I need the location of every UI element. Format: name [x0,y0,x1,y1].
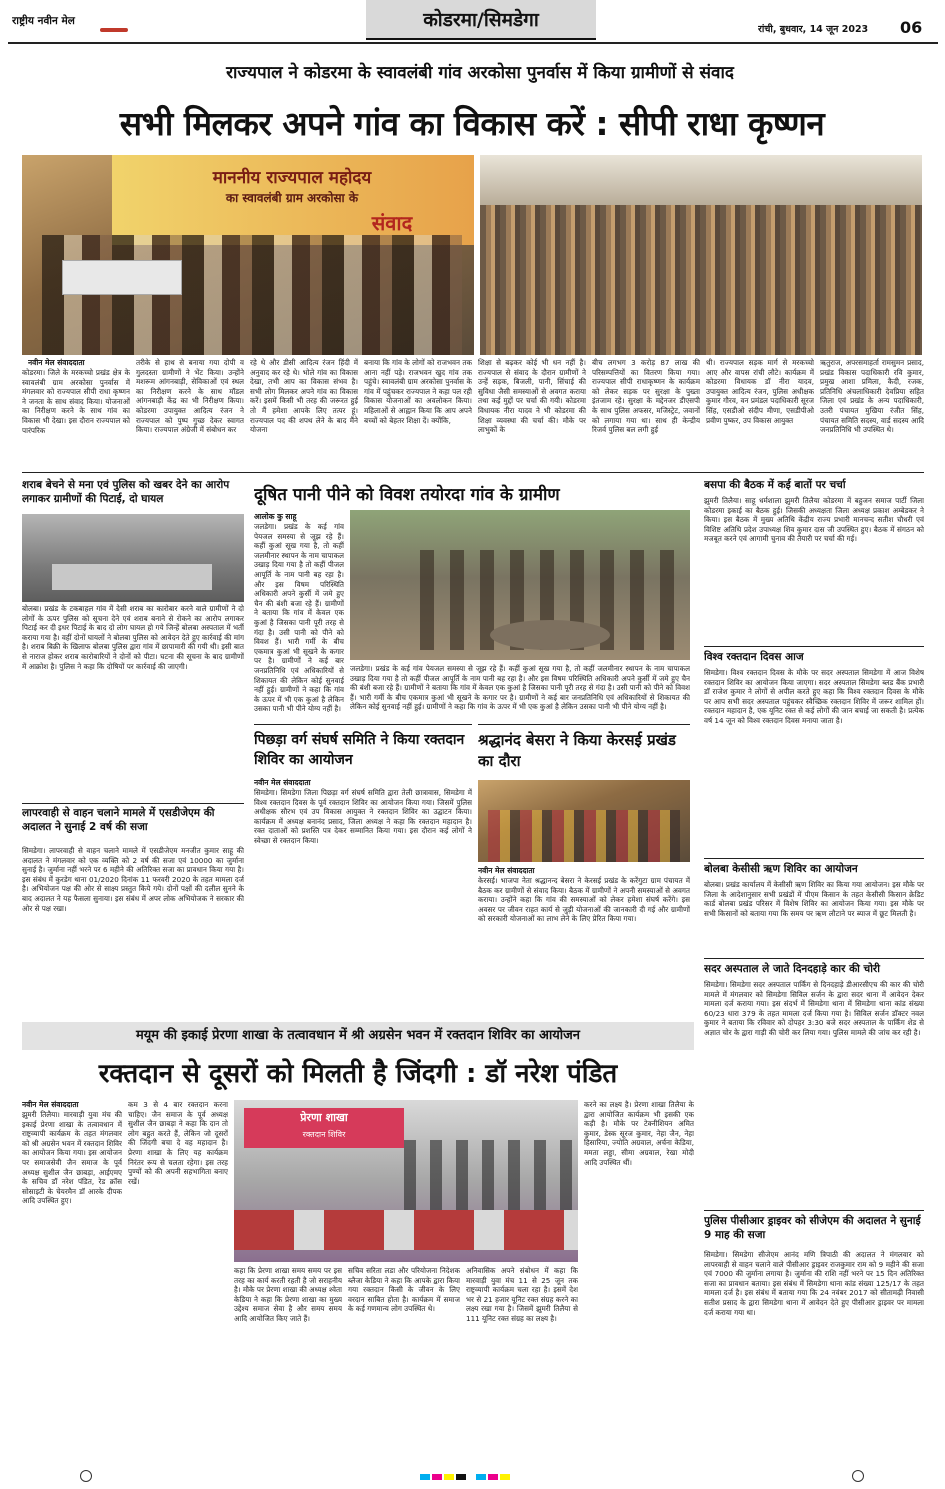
bloodcamp-body: सिमडेगा। सिमडेगा जिला पिछड़ा वर्ग संघर्ष समिति द्वारा तेली छात्रावास, सिमडेगा में विश्व रक्तदान दिवस के पूर्व रक्तदान शिविर का आयोजन किया गया। जिसमें पुलिस अधीक्षक सौरभ एवं उप विकास आयुक्त ने रक्तदान शिविर का उद्घाटन किया। कार्यक्रम में अध्यक्ष बनानंद प्रसाद, जिला अध्यक्ष ने कहा कि रक्तदान महादान है। रक्त दाताओं को प्रशस्ति पत्र देकर सम्मानित किया गया। इस दौरान कई लोगों ने स्वेच्छा से रक्तदान किया। [254,788,472,845]
bloodcamp-byline: नवीन मेल संवाददाता [254,778,311,787]
bottom-banner [244,1108,404,1148]
color-swatch-cyan-2 [476,1474,486,1480]
bottom-col-4: सचिव सरिता लडा और परियोजना निदेशक ब्लैजा केडिया ने कहा कि आपके द्वारा किया गया रक्तदान किसी के जीवन के लिए वरदान साबित होता है। कार्यक्रम में समाज के कई गणमान्य लोग उपस्थित थे। [348,1266,460,1314]
theft-body: सिमडेगा। सिमडेगा सदर अस्पताल पार्किंग से दिनदहाड़े डीआरसीएच की कार की चोरी मामले में मंगलवार को सिमडेगा सिविल सर्जन के द्वारा सदर थाना में आवेदन देकर मामला दर्ज कराया गया। इस संदर्भ में सिमडेगा थाना में सिमडेगा थाना कांड संख्या 60/23 धारा 379 के तहत मामला दर्ज किया गया है। सिविल सर्जन डॉक्टर नवल कुमार ने बताया कि रविवार को दोपहर 3:30 बजे सदर अस्पताल के पार्किंग शेड से अज्ञात चोर के द्वारा गाड़ी की चोरी कर लिया गया। पुलिस मामले की जांच कर रही है। [704,980,924,1037]
lead-col-1: कोडरमा। जिले के मरकच्चो प्रखंड क्षेत्र के स्वावलंबी ग्राम अरकोसा पुनर्वास में मंगलवार को राज्यपाल सीपी राधा कृष्णन ने जनता के साथ संवाद किया। योजनाओं का निरीक्षण करने के साथ गांव का विकास भी देखा। इस दौरान राज्यपाल को पारंपरिक [22,368,130,435]
masthead-rule [8,42,938,44]
registration-mark-right [852,1470,864,1482]
water-byline: आलोक कु साहू [254,512,297,521]
water-body-col1: जलडेगा। प्रखंड के कई गांव पेयजल समस्या से जूझ रहे हैं। कहीं कुआं सूख गया है, तो कहीं जलमीनार स्थापन के नाम चापाकल उखाड़ दिया गया है तो कहीं पीजल आपूर्ति के नाम पानी बह रहा है। और इस विषम परिस्थिति अधिकारी अपने कुर्सी में जमे हुए चैन की बंशी बजा रहे हैं। ग्रामीणों ने बताया कि गांव में केवल एक कुआं है जिसका पानी पूरी तरह से गंदा है। उसी पानी को पीने को विवश हैं। भारी गर्मी के बीच एकमात्र कुआं भी सूखने के कगार पर है। ग्रामीणों ने कई बार जनप्रतिनिधि एवं अधिकारियों से शिकायत की लेकिन कोई सुनवाई नहीं हुई। ग्रामीणों ने कहा कि गांव के ऊपर में भी एक कुआं है लेकिन उसका पानी भी पीने योग्य नहीं है। [254,522,344,714]
masthead [0,0,945,44]
lead-col-8: ऋतुराज, अपरसमाहर्ता रामसुमन प्रसाद, प्रखंड विकास पदाधिकारी रवि कुमार, प्रमुख आशा प्रमिला, कैदी, रजक, प्रतिनिधि अंचलाधिकारी देवप्रिया सहित जिला एवं प्रखंड के अन्य पदाधिकारी, उतरी पंचायत मुखिया रंजीत सिंह, पंचायत समिति सदस्य, वार्ड सदस्य आदि जनप्रतिनिधि भी उपस्थित थे। [820,358,924,435]
donor-beds [234,1210,578,1250]
liquor-body: बोलबा। प्रखंड के टकबाहल गांव में देसी शराब का कारोबार करने वाले ग्रामीणों ने दो लोगों के ऊपर पुलिस को सूचना देने एवं शराब बनाने से रोकने का आरोप लगाकर पिटाई कर दी इधर पिटाई के बाद दो लोग घायल हो गये जिन्हें बोलबा अस्पताल में भर्ती कराया गया है। वहीं दोनों घायलों ने बोलबा पुलिस को आवेदन देते हुए कार्रवाई की मांग है। शराब बिक्री के खिलाफ बोलबा पुलिस द्वारा गांव में छापामारी की गयी थी। इसी बात से नाराज होकर शराब कारोबारियों ने दोनों को पीटा। घटना की सूचना के बाद ग्रामीणों में आक्रोश है। पुलिस ने कहा कि दोषियों पर कार्रवाई की जाएगी। [22,604,244,671]
bottom-col-2: कम 3 से 4 बार रक्तदान करना चाहिए। जैन समाज के पूर्व अध्यक्ष सुशील जैन छाबड़ा ने कहा कि दान तो लोग बहुत करते हैं, लेकिन जो दूसरों की जिंदगी बचा दे वह महादान है। प्रेरणा शाखा के लिए यह कार्यक्रम निरंतर रूप से चलता रहेगा। इस तरह पुण्यों को की अपनी सहभागिता बनाए रखें। [128,1100,228,1186]
color-swatch-magenta-2 [488,1474,498,1480]
pocso-top-rule [704,1210,924,1211]
kcc-top-rule [704,858,924,859]
bsp-body: झुमरी तिलैया। साहू धर्मशाला झुमरी तिलैया कोडरमा में बहुजन समाज पार्टी जिला कोडरमा इकाई का बैठक हुई। जिसकी अध्यक्षता जिला अध्यक्ष प्रकाश अम्बेडकर ने किया। इस बैठक में मुख्य अतिथि केंद्रीय राज्य प्रभारी मानचन्द सतीश चौधरी एवं विशिष्ट अतिथि प्रदेश उपाध्यक्ष शिव कुमार दास जी उपस्थित हुए। बैठक में संगठन को मजबूत करने एवं आगामी चुनाव की तैयारी पर चर्चा की गई। [704,496,924,544]
color-swatch-cyan [420,1474,430,1480]
water-body-continued: जलडेगा। प्रखंड के कई गांव पेयजल समस्या से जूझ रहे हैं। कहीं कुआं सूख गया है, तो कहीं जलमीनार स्थापन के नाम चापाकल उखाड़ दिया गया है तो कहीं पीजल आपूर्ति के नाम पानी बह रहा है। और इस विषम परिस्थिति अधिकारी अपने कुर्सी में जमे हुए चैन की बंशी बजा रहे हैं। ग्रामीणों ने बताया कि गांव में केवल एक कुआं है जिसका पानी पूरी तरह से गंदा है। उसी पानी को पीने को विवश हैं। भारी गर्मी के बीच एकमात्र कुआं भी सूखने के कगार पर है। ग्रामीणों ने कई बार जनप्रतिनिधि एवं अधिकारियों से शिकायत की लेकिन कोई सुनवाई नहीं हुई। ग्रामीणों ने कहा कि गांव के ऊपर में भी एक कुआं है लेकिन उसका पानी भी पीने योग्य नहीं है। [350,664,690,712]
lead-bottom-rule [22,472,924,473]
lead-col-2: तरीके से हाथ से बनाया गया दोपी व गुलदस्ता ग्रामीणों ने भेंट किया। उन्होंने मशरूम आंगनबाड़ी, सेविकाओं एवं स्थल का निरीक्षण करने के साथ मॉडल आंगनबाड़ी केंद्र का भी निरीक्षण किया। कोडरमा उपायुक्त आदित्य रंजन ने राज्यपाल को पुष्प गुच्छ देकर स्वागत किया। राज्यपाल अंग्रेजी में संबोधन कर [136,358,244,435]
bottom-col-1: झुमरी तिलैया। मारवाड़ी युवा मंच की इकाई प्रेरणा शाखा के तत्वावधान में राष्ट्रव्यापी कार्यक्रम के तहत मंगलवार को श्री अग्रसेन भवन में रक्तदान शिविर का आयोजन किया गया। इस आयोजन पर समाजसेवी जैन समाज के पूर्व अध्यक्ष सुशील जैन छाबड़ा, आईएमए के सचिव डॉ नरेश पंडित, रेड क्रॉस सोसाइटी के चेयरमैन डॉ आरके दीपक आदि उपस्थित हुए। [22,1110,122,1206]
bottom-banner-text: प्रेरणा शाखा [300,1111,348,1124]
bottom-col-5: अनिवासिक अपने संबोधन में कहा कि मारवाड़ी युवा मंच 11 से 25 जून तक राष्ट्रव्यापी कार्यक्रम चला रहा है। इसमें देश भर से 21 हजार यूनिट रक्त संग्रह करने का लक्ष्य रखा गया है। जिसमें झुमरी तिलैया से 111 यूनिट रक्त संग्रह का लक्ष्य है। [466,1266,578,1323]
liquor-headline: शराब बेचने से मना एवं पुलिस को खबर देने का आरोप लगाकर ग्रामीणों की पिटाई, दो घायल [22,479,230,505]
lead-col-3: रहे थे और डीसी आदित्य रंजन हिंदी में अनुवाद कर रहे थे। भोले गांव का विकास देखा, तभी आप का विकास संभव है। सभी लोग मिलकर अपने गांव का विकास करें। इसमें किसी भी तरह की जरूरत हुई तो मैं हमेशा आपके लिए तत्पर हूं। राज्यपाल पद की शपथ लेने के बाद मैंने योजना [250,358,358,435]
bottom-headline: रक्तदान से दूसरों को मिलती है जिंदगी : डॉ नरेश पंडित [98,1059,618,1089]
besra-byline: नवीन मेल संवाददाता [478,866,535,875]
registration-mark-left [80,1470,92,1482]
lead-headline: सभी मिलकर अपने गांव का विकास करें : सीपी राधा कृष्णन [119,104,825,143]
bottom-kicker: मयूम की इकाई प्रेरणा शाखा के तत्वावधान में श्री अग्रसेन भवन में रक्तदान शिविर का आयोजन [135,1028,581,1043]
bloodday-body: सिमडेगा। विश्व रक्तदान दिवस के मौके पर सदर अस्पताल सिमडेगा में आज विशेष रक्तदान शिविर का आयोजन किया जाएगा। सदर अस्पताल सिमडेगा ब्लड बैंक प्रभारी डॉ राजेश कुमार ने लोगों से अपील करते हुए कहा कि विश्व रक्तदान दिवस के मौके पर आप सभी सदर अस्पताल पहुंचकर स्वैच्छिक रक्तदान शिविर में जरूर शामिल हों। रक्तदान महादान है, एक यूनिट रक्त से कई लोगों की जान बचाई जा सकती है। प्रत्येक वर्ष 14 जून को विश्व रक्तदान दिवस मनाया जाता है। [704,668,924,725]
tent-canopy [480,155,922,205]
besra-group [488,810,680,862]
theft-headline: सदर अस्पताल ले जाते दिनदहाड़े कार की चोरी [704,963,880,975]
water-photo-well [350,510,690,660]
dateline: रांची, बुधवार, 14 जून 2023 [758,24,869,35]
bsp-headline: बसपा की बैठक में कई बातों पर चर्चा [704,479,846,491]
well-rim [490,620,610,650]
page-number: 06 [900,18,923,37]
besra-body: केरसई। भाजपा नेता श्रद्धानन्द बेसरा ने केरसई प्रखंड के करेंगुटा ग्राम पंचायत में बैठक कर ग्रामीणों से संवाद किया। बैठक में ग्रामीणों ने अपनी समस्याओं से अवगत कराया। उन्होंने कहा कि गांव की समस्याओं को लेकर हमेशा संघर्ष करेंगे। इस अवसर पर जीवन राहत कार्य से जुड़ी योजनाओं की जानकारी दी गई और ग्रामीणों को सरकारी योजनाओं का लाभ लेने के लिए प्रेरित किया गया। [478,876,690,924]
besra-photo-meeting [478,780,690,862]
banner-text-2: का स्वावलंबी ग्राम अरकोसा के [225,191,359,205]
bloodday-headline: विश्व रक्तदान दिवस आज [704,651,804,663]
sentence-top-rule [22,803,244,804]
banner-text-1: माननीय राज्यपाल महोदय [212,168,372,188]
dignitaries-figures [42,235,462,355]
kcc-headline: बोलबा केसीसी ऋण शिविर का आयोजन [704,863,858,875]
lead-kicker: राज्यपाल ने कोडरमा के स्वावलंबी गांव अरकोसा पुनर्वास में किया ग्रामीणों से संवाद [226,63,734,83]
banner-text-3: संवाद [371,211,413,235]
bottom-kicker-band [22,1022,694,1050]
bottom-photo-donation [234,1100,578,1262]
volunteers-standing [404,1140,574,1210]
besra-headline: श्रद्धानंद बेसरा ने किया केरसई प्रखंड का दौरा [478,731,676,770]
sentence-body: सिमडेगा। लापरवाही से वाहन चलाने मामले में एसडीजेएम मनजीत कुमार साहू की अदालत ने मंगलवार को एक व्यक्ति को 2 वर्ष की सजा एवं 10000 का जुर्माना सुनाई है। जुर्माना नहीं भरने पर 6 महीने की अतिरिक्त सजा का प्रावधान किया गया है। इस संबंध में कुरडेग थाना 01/2020 दिनांक 11 फरवरी 2020 के तहत मामला दर्ज है। अभियोजन पक्ष की ओर से साक्ष्य प्रस्तुत किये गये। दोनों पक्षों की दलील सुनने के बाद अदालत ने यह फैसला सुनाया। इस संबंध में अपर लोक अभियोजक ने सरकार की ओर से पक्ष रखा। [22,846,244,913]
hospital-bed [52,564,212,590]
water-headline: दूषित पानी पीने को विवश तयोरदा गांव के ग्रामीण [254,485,560,505]
color-swatch-yellow [444,1474,454,1480]
bloodcamp-headline: पिछड़ा वर्ग संघर्ष समिति ने किया रक्तदान शिविर का आयोजन [254,732,465,768]
section-name: कोडरमा/सिमडेगा [423,9,539,31]
bottom-col-6: करने का लक्ष्य है। प्रेरणा शाखा तिलैया के द्वारा आयोजित कार्यक्रम भी इसकी एक कड़ी है। मौके पर टेक्नीशियन अमित कुमार, डेस्क सूरज कुमार, नेहा जैन, नेहा हिसारिया, ज्योति अग्रवाल, अर्चना केडिया, ममता लड्डा, सीमा अग्रवाल, रेखा मोदी आदि उपस्थित थीं। [584,1100,694,1167]
bottom-byline: नवीन मेल संवाददाता [22,1100,79,1109]
lead-photo-governor [22,155,474,355]
lead-byline: नवीन मेल संवाददाता [28,358,85,367]
color-swatch-magenta [432,1474,442,1480]
kcc-body: बोलबा। प्रखंड कार्यालय में केसीसी ऋण शिविर का किया गया आयोजन। इस मौके पर जिला के आदेशानुसार सभी प्रखंडों में पीएम किसान के तहत केसीसी किसान क्रेडिट कार्ड बोलबा प्रखंड परिसर में विशेष शिविर का आयोजन किया गया। इस मौके पर सभी किसानों को बताया गया कि समय पर ऋण लौटाने पर ब्याज में छूट मिलती है। [704,880,924,918]
lead-col-4: बनाया कि गांव के लोगों को राजभवन तक आना नहीं पड़े। राजभवन खुद गांव तक पहुंचे। स्वावलंबी ग्राम अरकोसा पुनर्वास के गांव में पहुंचकर राज्यपाल ने कहा पल रही विकास योजनाओं का अवलोकन किया। महिलाओं से आह्वान किया कि आप अपने बच्चों को बेहतर शिक्षा दें। क्योंकि, [364,358,472,425]
cheque-board [62,260,182,295]
section-tab [366,0,596,40]
lead-col-6: बीच लगभग 3 करोड़ 87 लाख की परिसम्पत्तियों का वितरण किया गया। राज्यपाल सीपी राधाकृष्णन के कार्यक्रम को लेकर सड़क पर सुरक्षा के पुख्ता इंतजाम रहे। सुरक्षा के मद्देनजर डीएसपी के साथ पुलिस अफसर, मजिस्ट्रेट, जवानों को लगाया गया था। साथ ही केन्द्रीय रिजर्व पुलिस बल लगी हुई [592,358,700,435]
lead-col-7: थी। राज्यपाल सड़क मार्ग से मरकच्चो आए और वापस रांची लौटे। कार्यक्रम में कोडरमा विधायक डॉ नीरा यादव, उपायुक्त आदित्य रंजन, पुलिस अधीक्षक कुमार गौरव, वन प्रमंडल पदाधिकारी सूरज सिंह, एसडीओ संदीप मीणा, एसडीपीओ प्रवीण पुष्कर, उप विकास आयुक्त [706,358,814,425]
pocso-body: सिमडेगा। सिमडेगा सीजेएम आनंद मणि त्रिपाठी की अदालत ने मंगलवार को लापरवाही से वाहन चलाने वाले पीसीआर ड्राइवर राजकुमार राम को 9 महीने की सजा एवं 7000 की जुर्माना लगाया है। जुर्माना की राशि नहीं भरने पर 15 दिन अतिरिक्त सजा का प्रावधान बताया। इस संबंध में सिमडेगा थाना कांड संख्या 125/17 के तहत मामला दर्ज है। इस संबंध में बताया गया कि 24 नवंबर 2017 को सीतामढ़ी निवासी सतीश प्रसाद के द्वारा सिमडेगा थाना में आवेदन देते हुए पीसीआर ड्राइवर पर मामला दर्ज कराया गया था। [704,1250,924,1317]
water-body-col2 [350,664,690,720]
lead-col-5: शिक्षा से बढ़कर कोई भी धन नहीं है। राज्यपाल से संवाद के दौरान ग्रामीणों ने उन्हें सड़क, बिजली, पानी, सिंचाई की सुविधा जैसी समस्याओं से अवगत कराया तथा कई मुद्दों पर चर्चा की गयी। कोडरमा विधायक नीरा यादव ने भी कोडरमा की शिक्षा व्यवस्था की चर्चा की। मौके पर लाभुकों के [478,358,586,435]
bottom-col-3: कहा कि प्रेरणा शाखा समय समय पर इस तरह का कार्य करती रहती है जो सराहनीय है। मौके पर प्रेरणा शाखा की अध्यक्ष श्वेता केडिया ने कहा कि प्रेरणा शाखा का मुख्य उद्देश्य समाज सेवा है और समय समय आदि आयोजित किए जाते हैं। [234,1266,342,1323]
liquor-photo-injured [22,514,244,602]
besra-top-rule [478,724,690,725]
bloodcamp-top-rule [254,724,472,725]
lead-photo-crowd [480,155,922,355]
sentence-headline: लापरवाही से वाहन चलाने मामले में एसडीजेएम की अदालत ने सुनाई 2 वर्ष की सजा [22,807,215,833]
pocso-headline: पुलिस पीसीआर ड्राइवर को सीजेएम की अदालत ने सुनाई 9 माह की सजा [704,1215,921,1241]
bloodday-top-rule [704,646,924,647]
logo-underline-stroke [100,28,128,32]
theft-top-rule [704,958,924,959]
newspaper-logo: राष्ट्रीय नवीन मेल [12,15,75,27]
color-swatch-yellow-2 [500,1474,510,1480]
color-swatch-black [456,1474,466,1480]
bottom-banner-sub: रक्तदान शिविर [302,1130,346,1139]
